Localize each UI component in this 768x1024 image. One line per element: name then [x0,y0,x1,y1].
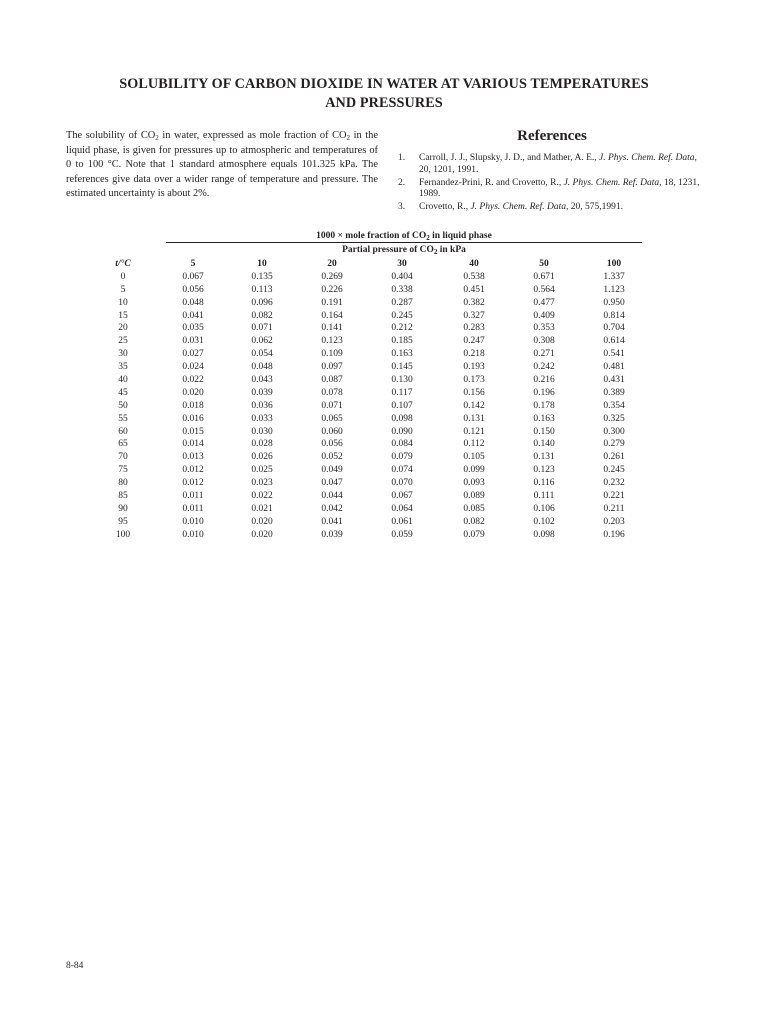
temperature-cell: 15 [118,310,128,321]
pressure-column-header: 40 [469,259,479,269]
value-cell: 0.012 [182,478,204,489]
value-cell: 0.163 [391,349,413,360]
value-cell: 0.049 [321,465,343,476]
reference-authors: Fernandez-Prini, R. and Crovetto, R., [419,177,564,188]
value-cell: 0.121 [463,426,485,437]
value-cell: 0.150 [533,426,555,437]
value-cell: 0.477 [533,297,555,308]
value-cell: 0.099 [463,465,485,476]
header-text: in liquid phase [429,231,492,241]
value-cell: 0.071 [251,323,273,334]
value-cell: 0.116 [533,478,555,489]
value-cell: 0.409 [533,310,555,321]
value-cell: 0.021 [251,503,273,514]
header-text: 1000 × mole fraction of CO [316,231,427,241]
value-cell: 0.024 [182,362,204,373]
reference-journal: J. Phys. Chem. Ref. Data, [563,177,662,188]
value-cell: 0.020 [182,387,204,398]
value-cell: 0.271 [533,349,555,360]
value-cell: 0.178 [533,400,555,411]
value-cell: 0.014 [182,439,204,450]
value-cell: 0.052 [321,452,343,463]
value-cell: 0.269 [321,271,343,282]
value-cell: 0.300 [603,426,625,437]
value-cell: 0.023 [251,478,273,489]
value-cell: 0.028 [251,439,273,450]
intro-text-3: in the liquid phase, is given for pressures up to atmospheric and temperatures of 0 to 100 °C. Note that 1 standard atmosphere equals 101.325 kPa. The references give data over a wider range of temperature and pressure. The estimated uncertainty is about 2%. [66,130,378,200]
value-cell: 0.079 [463,529,485,540]
temperature-cell: 50 [118,400,128,411]
value-cell: 0.093 [463,478,485,489]
reference-details: 18, 1231, 1989. [419,177,700,200]
value-cell: 0.027 [182,349,204,360]
value-cell: 0.065 [321,413,343,424]
value-cell: 0.950 [603,297,625,308]
temperature-cell: 85 [118,491,128,502]
value-cell: 0.564 [533,284,555,295]
intro-text-2: in water, expressed as mole fraction of CO [158,130,347,141]
value-cell: 0.085 [463,503,485,514]
reference-item [396,202,708,214]
value-cell: 0.109 [321,349,343,360]
value-cell: 0.098 [533,529,555,540]
value-cell: 0.389 [603,387,625,398]
value-cell: 0.173 [463,375,485,386]
value-cell: 0.106 [533,503,555,514]
value-cell: 0.035 [182,323,204,334]
value-cell: 0.354 [603,400,625,411]
value-cell: 0.261 [603,452,625,463]
value-cell: 0.196 [603,529,625,540]
value-cell: 0.216 [533,375,555,386]
value-cell: 0.105 [463,452,485,463]
value-cell: 0.018 [182,400,204,411]
temperature-cell: 5 [120,284,126,295]
value-cell: 0.382 [463,297,485,308]
value-cell: 0.025 [251,465,273,476]
value-cell: 0.131 [463,413,485,424]
value-cell: 0.245 [603,465,625,476]
value-cell: 0.191 [321,297,343,308]
temperature-cell: 20 [118,323,128,334]
temperature-cell: 35 [118,362,128,373]
temperature-cell: 70 [118,452,128,463]
value-cell: 0.242 [533,362,555,373]
value-cell: 0.538 [463,271,485,282]
value-cell: 0.082 [463,516,485,527]
temperature-cell: 25 [118,336,128,347]
title-line-1: SOLUBILITY OF CARBON DIOXIDE IN WATER AT VARIOUS TEMPERATURES [119,76,649,92]
reference-number: 2. [398,177,406,188]
temperature-cell: 55 [118,413,128,424]
value-cell: 0.704 [603,323,625,334]
value-cell: 0.030 [251,426,273,437]
temperature-cell: 10 [118,297,128,308]
temperature-cell: 60 [118,426,128,437]
intro-paragraph [66,129,378,202]
value-cell: 0.060 [321,426,343,437]
value-cell: 0.279 [603,439,625,450]
value-cell: 0.011 [182,503,204,514]
temperature-cell: 30 [118,349,128,360]
header-rule [166,242,642,243]
value-cell: 0.010 [182,516,204,527]
value-cell: 0.016 [182,413,204,424]
reference-item [396,178,708,202]
value-cell: 0.218 [463,349,485,360]
references-section [396,128,708,215]
value-cell: 0.308 [533,336,555,347]
value-cell: 0.814 [603,310,625,321]
value-cell: 0.130 [391,375,413,386]
value-cell: 0.287 [391,297,413,308]
value-cell: 0.048 [251,362,273,373]
value-cell: 0.140 [533,439,555,450]
pressure-column-header: 5 [190,259,196,269]
value-cell: 0.185 [391,336,413,347]
value-cell: 0.338 [391,284,413,295]
value-cell: 0.481 [603,362,625,373]
value-cell: 0.090 [391,426,413,437]
value-cell: 0.327 [463,310,485,321]
value-cell: 0.353 [533,323,555,334]
header-text: Partial pressure of CO [342,245,434,255]
value-cell: 0.074 [391,465,413,476]
intro-subscript-2: 2 [346,134,351,142]
title-line-2: AND PRESSURES [325,95,443,111]
pressure-column-header: 30 [397,259,407,269]
reference-details: 20, 1201, 1991. [419,164,479,175]
intro-text-1: The solubility of CO [66,130,156,141]
value-cell: 0.042 [321,503,343,514]
value-cell: 0.043 [251,375,273,386]
value-cell: 0.082 [251,310,273,321]
value-cell: 0.131 [533,452,555,463]
value-cell: 0.010 [182,529,204,540]
value-cell: 0.404 [391,271,413,282]
value-cell: 0.020 [251,516,273,527]
value-cell: 0.247 [463,336,485,347]
pressure-column-header: 100 [606,259,622,269]
value-cell: 0.059 [391,529,413,540]
value-cell: 0.056 [321,439,343,450]
value-cell: 0.123 [321,336,343,347]
pressure-column-header: 20 [327,259,337,269]
value-cell: 0.062 [251,336,273,347]
value-cell: 0.096 [251,297,273,308]
value-cell: 0.087 [321,375,343,386]
temperature-cell: 95 [118,516,128,527]
reference-authors: Carroll, J. J., Slupsky, J. D., and Mather, A. E., [419,153,600,163]
value-cell: 0.142 [463,400,485,411]
pressure-column-header: 10 [257,259,267,269]
value-cell: 0.039 [321,529,343,540]
value-cell: 0.097 [321,362,343,373]
header-text: in kPa [437,245,466,255]
value-cell: 0.325 [603,413,625,424]
value-cell: 0.041 [321,516,343,527]
value-cell: 0.067 [182,271,204,282]
page-number: 8-84 [66,961,84,971]
value-cell: 0.054 [251,349,273,360]
value-cell: 0.164 [321,310,343,321]
value-cell: 0.283 [463,323,485,334]
value-cell: 0.031 [182,336,204,347]
value-cell: 0.141 [321,323,343,334]
temperature-cell: 40 [118,375,128,386]
value-cell: 0.203 [603,516,625,527]
value-cell: 0.089 [463,491,485,502]
value-cell: 0.671 [533,271,555,282]
header-subscript: 2 [433,248,438,256]
temperature-cell: 75 [118,465,128,476]
value-cell: 0.541 [603,349,625,360]
value-cell: 0.039 [251,387,273,398]
table-spanning-header [166,230,642,242]
value-cell: 0.245 [391,310,413,321]
value-cell: 0.117 [391,387,413,398]
value-cell: 0.196 [533,387,555,398]
table-pressure-header [166,244,642,256]
reference-journal: J. Phys. Chem. Ref. Data, [599,153,697,163]
temperature-cell: 0 [120,271,126,282]
temperature-cell: 100 [115,529,131,540]
value-cell: 0.226 [321,284,343,295]
value-cell: 0.451 [463,284,485,295]
value-cell: 0.067 [391,491,413,502]
reference-number: 1. [398,153,406,163]
temperature-cell: 90 [118,503,128,514]
value-cell: 0.156 [463,387,485,398]
value-cell: 0.102 [533,516,555,527]
value-cell: 0.070 [391,478,413,489]
value-cell: 0.145 [391,362,413,373]
value-cell: 0.123 [533,465,555,476]
intro-subscript-1: 2 [155,134,159,142]
value-cell: 0.015 [182,426,204,437]
value-cell: 0.111 [533,491,555,502]
value-cell: 0.193 [463,362,485,373]
value-cell: 1.337 [603,271,625,282]
value-cell: 0.047 [321,478,343,489]
value-cell: 0.232 [603,478,625,489]
temperature-column-header: t/°C [115,259,131,269]
value-cell: 0.084 [391,439,413,450]
value-cell: 0.071 [321,400,343,411]
value-cell: 0.107 [391,400,413,411]
value-cell: 0.056 [182,284,204,295]
value-cell: 0.013 [182,452,204,463]
value-cell: 0.212 [391,323,413,334]
value-cell: 0.135 [251,271,273,282]
temperature-cell: 80 [118,478,128,489]
references-list [396,153,708,214]
reference-item [396,153,708,177]
reference-details: 20, 575,1991. [568,202,623,213]
value-cell: 0.061 [391,516,413,527]
value-cell: 0.098 [391,413,413,424]
value-cell: 1.123 [603,284,625,295]
value-cell: 0.614 [603,336,625,347]
value-cell: 0.079 [391,452,413,463]
temperature-cell: 65 [118,439,128,450]
value-cell: 0.163 [533,413,555,424]
value-cell: 0.033 [251,413,273,424]
reference-authors: Crovetto, R., [419,202,471,213]
value-cell: 0.431 [603,375,625,386]
reference-number: 3. [398,202,406,213]
header-subscript: 2 [426,234,430,242]
value-cell: 0.112 [463,439,485,450]
reference-journal: J. Phys. Chem. Ref. Data, [470,202,569,213]
value-cell: 0.011 [182,491,204,502]
value-cell: 0.044 [321,491,343,502]
value-cell: 0.026 [251,452,273,463]
value-cell: 0.048 [182,297,204,308]
value-cell: 0.012 [182,465,204,476]
value-cell: 0.211 [603,503,625,514]
value-cell: 0.221 [603,491,625,502]
references-heading: References [517,128,587,144]
value-cell: 0.022 [251,491,273,502]
value-cell: 0.036 [251,400,273,411]
temperature-cell: 45 [118,387,128,398]
value-cell: 0.113 [251,284,273,295]
value-cell: 0.022 [182,375,204,386]
value-cell: 0.064 [391,503,413,514]
page-title [60,75,708,113]
value-cell: 0.041 [182,310,204,321]
value-cell: 0.078 [321,387,343,398]
pressure-column-header: 50 [539,259,549,269]
value-cell: 0.020 [251,529,273,540]
